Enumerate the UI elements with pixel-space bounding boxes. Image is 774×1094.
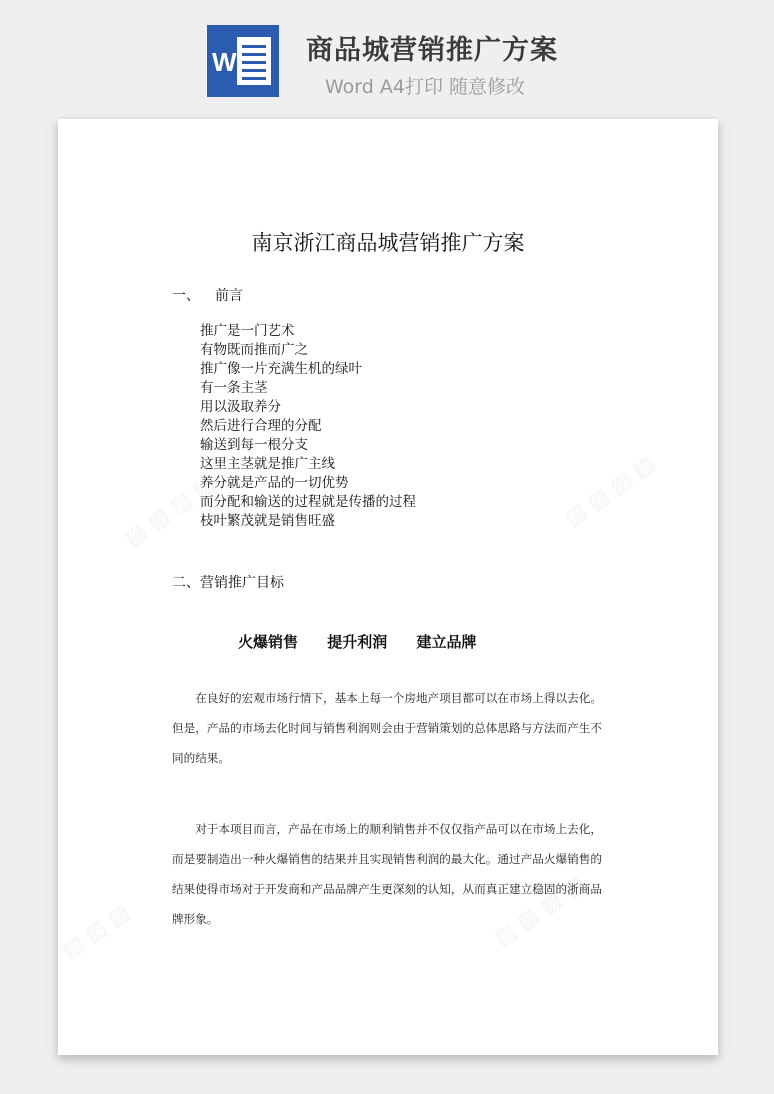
body-paragraph: 对于本项目而言，产品在市场上的顺利销售并不仅仅指产品可以在市场上去化，而是要制造出一种火爆销售的结果并且实现销售利润的最大化。通过产品火爆销售的结果使得市场对于开发商和产品品牌产生更深刻的认知，从而真正建立稳固的浙商品牌形象。	[172, 822, 602, 926]
section-number: 一、	[172, 288, 200, 304]
slogan: 提升利润	[327, 633, 388, 651]
banner-header	[0, 0, 774, 110]
header-title: 商品城营销推广方案	[306, 35, 558, 66]
word-icon	[207, 25, 279, 97]
poem-line: 养分就是产品的一切优势	[200, 475, 349, 491]
watermark	[58, 899, 135, 963]
poem-line: 推广像一片充满生机的绿叶	[200, 361, 362, 377]
poem-line: 推广是一门艺术	[200, 323, 295, 339]
poem-line: 这里主茎就是推广主线	[200, 456, 335, 472]
poem-line: 输送到每一根分支	[200, 437, 308, 453]
poem-line: 枝叶繁茂就是销售旺盛	[200, 513, 335, 529]
slogan: 建立品牌	[416, 633, 477, 651]
poem-line: 有物既而推而广之	[200, 342, 308, 358]
svg-text:W: W	[212, 47, 237, 77]
section-title: 前言	[215, 288, 243, 304]
poem-line: 而分配和输送的过程就是传播的过程	[200, 494, 416, 510]
watermark	[560, 451, 660, 531]
document-page	[58, 119, 718, 1055]
body-paragraph: 在良好的宏观市场行情下，基本上每一个房地产项目都可以在市场上得以去化。但是，产品的市场去化时间与销售利润则会由于营销策划的总体思路与方法而产生不同的结果。	[172, 691, 602, 765]
slogan: 火爆销售	[238, 633, 299, 651]
document-title: 南京浙江商品城营销推广方案	[251, 231, 525, 255]
preface-poem	[200, 322, 416, 531]
poem-line: 用以汲取养分	[200, 399, 281, 415]
section-heading-2: 二、营销推广目标	[172, 575, 284, 591]
slogan-row	[238, 631, 501, 652]
poem-line: 然后进行合理的分配	[200, 418, 322, 434]
section-heading-1	[172, 285, 243, 305]
header-subtitle: Word A4打印 随意修改	[325, 76, 526, 98]
poem-line: 有一条主茎	[200, 380, 268, 396]
